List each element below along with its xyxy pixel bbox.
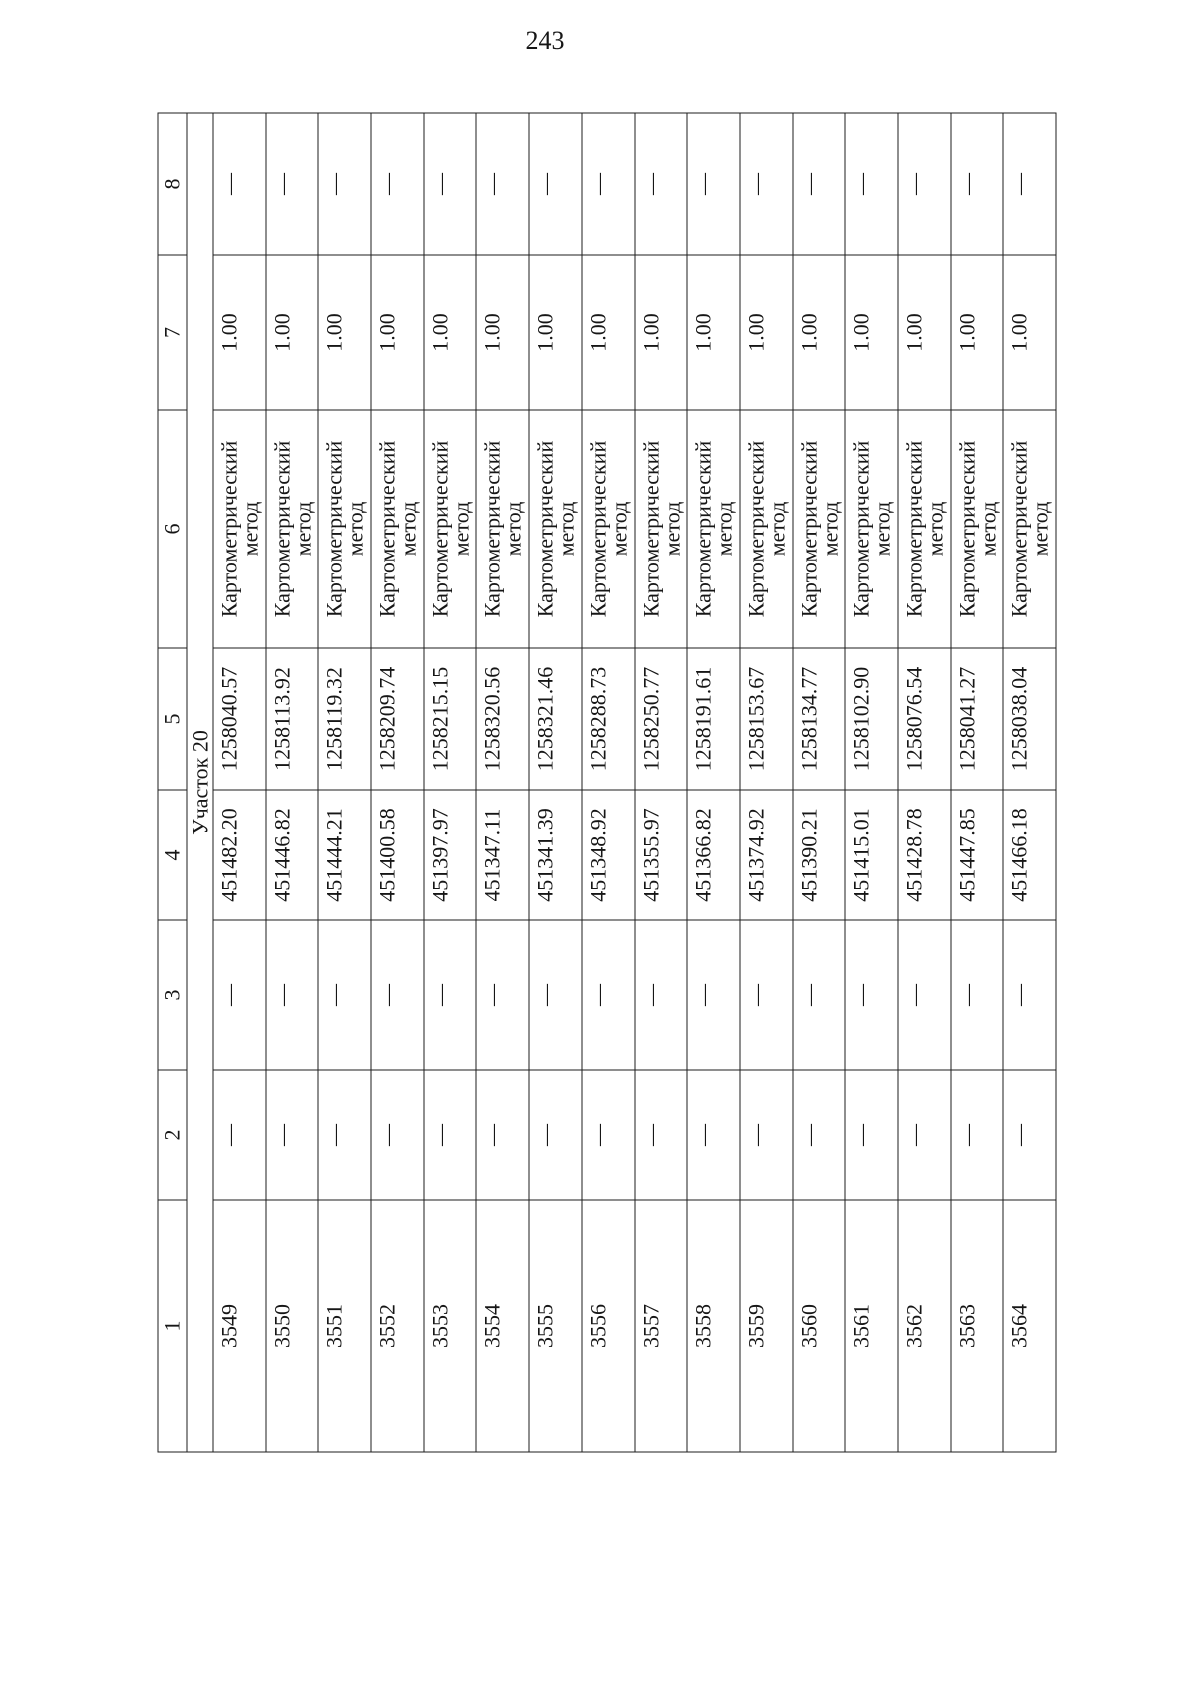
- column-number-2: 2: [158, 1070, 187, 1200]
- col8-dash-cell: —: [476, 113, 529, 255]
- y-coordinate-cell: 1258134.77: [792, 648, 845, 790]
- table-row: [687, 113, 740, 1452]
- col3-dash-cell: —: [529, 920, 582, 1070]
- point-number-cell: 3564: [1003, 1200, 1056, 1452]
- col3-dash-cell: —: [792, 920, 845, 1070]
- col2-dash-cell: —: [581, 1070, 634, 1200]
- table-row: [739, 113, 792, 1452]
- col3-dash-cell: —: [371, 920, 424, 1070]
- method-cell: Картометрический метод: [423, 410, 476, 648]
- x-coordinate-cell: 451397.97: [423, 790, 476, 920]
- y-coordinate-cell: 1258209.74: [371, 648, 424, 790]
- y-coordinate-cell: 1258250.77: [634, 648, 687, 790]
- col7-value-cell: 1.00: [687, 255, 740, 410]
- y-coordinate-cell: 1258113.92: [265, 648, 318, 790]
- point-number-cell: 3558: [687, 1200, 740, 1452]
- col2-dash-cell: —: [897, 1070, 950, 1200]
- col3-dash-cell: —: [687, 920, 740, 1070]
- col3-dash-cell: —: [845, 920, 898, 1070]
- col2-dash-cell: —: [950, 1070, 1003, 1200]
- col7-value-cell: 1.00: [792, 255, 845, 410]
- rotated-table-container: [157, 113, 1055, 1452]
- col3-dash-cell: —: [318, 920, 371, 1070]
- col8-dash-cell: —: [634, 113, 687, 255]
- method-cell: Картометрический метод: [476, 410, 529, 648]
- col8-dash-cell: —: [950, 113, 1003, 255]
- x-coordinate-cell: 451355.97: [634, 790, 687, 920]
- col7-value-cell: 1.00: [476, 255, 529, 410]
- col7-value-cell: 1.00: [318, 255, 371, 410]
- col8-dash-cell: —: [845, 113, 898, 255]
- col8-dash-cell: —: [265, 113, 318, 255]
- x-coordinate-cell: 451374.92: [739, 790, 792, 920]
- y-coordinate-cell: 1258321.46: [529, 648, 582, 790]
- column-number-3: 3: [158, 920, 187, 1070]
- column-number-1: 1: [158, 1200, 187, 1452]
- column-number-5: 5: [158, 648, 187, 790]
- point-number-cell: 3559: [739, 1200, 792, 1452]
- x-coordinate-cell: 451347.11: [476, 790, 529, 920]
- col2-dash-cell: —: [529, 1070, 582, 1200]
- col2-dash-cell: —: [1003, 1070, 1056, 1200]
- col7-value-cell: 1.00: [265, 255, 318, 410]
- y-coordinate-cell: 1258038.04: [1003, 648, 1056, 790]
- method-cell: Картометрический метод: [1003, 410, 1056, 648]
- table-row: [1003, 113, 1056, 1452]
- method-cell: Картометрический метод: [950, 410, 1003, 648]
- x-coordinate-cell: 451400.58: [371, 790, 424, 920]
- point-number-cell: 3553: [423, 1200, 476, 1452]
- col3-dash-cell: —: [897, 920, 950, 1070]
- table-row: [845, 113, 898, 1452]
- column-number-4: 4: [158, 790, 187, 920]
- col3-dash-cell: —: [213, 920, 266, 1070]
- y-coordinate-cell: 1258191.61: [687, 648, 740, 790]
- page-number: 243: [525, 26, 565, 55]
- y-coordinate-cell: 1258119.32: [318, 648, 371, 790]
- col3-dash-cell: —: [476, 920, 529, 1070]
- col2-dash-cell: —: [318, 1070, 371, 1200]
- point-number-cell: 3552: [371, 1200, 424, 1452]
- point-number-cell: 3561: [845, 1200, 898, 1452]
- method-cell: Картометрический метод: [213, 410, 266, 648]
- col2-dash-cell: —: [845, 1070, 898, 1200]
- col8-dash-cell: —: [371, 113, 424, 255]
- table-row: [897, 113, 950, 1452]
- point-number-cell: 3550: [265, 1200, 318, 1452]
- column-number-7: 7: [158, 255, 187, 410]
- col2-dash-cell: —: [792, 1070, 845, 1200]
- col7-value-cell: 1.00: [529, 255, 582, 410]
- col7-value-cell: 1.00: [897, 255, 950, 410]
- col8-dash-cell: —: [792, 113, 845, 255]
- point-number-cell: 3549: [213, 1200, 266, 1452]
- method-cell: Картометрический метод: [739, 410, 792, 648]
- col3-dash-cell: —: [265, 920, 318, 1070]
- table-row: [476, 113, 529, 1452]
- point-number-cell: 3556: [581, 1200, 634, 1452]
- y-coordinate-cell: 1258288.73: [581, 648, 634, 790]
- x-coordinate-cell: 451428.78: [897, 790, 950, 920]
- section-title: Участок 20: [187, 113, 213, 1452]
- col8-dash-cell: —: [1003, 113, 1056, 255]
- method-cell: Картометрический метод: [897, 410, 950, 648]
- y-coordinate-cell: 1258040.57: [213, 648, 266, 790]
- x-coordinate-cell: 451390.21: [792, 790, 845, 920]
- col2-dash-cell: —: [476, 1070, 529, 1200]
- y-coordinate-cell: 1258215.15: [423, 648, 476, 790]
- point-number-cell: 3562: [897, 1200, 950, 1452]
- x-coordinate-cell: 451444.21: [318, 790, 371, 920]
- table-row: [371, 113, 424, 1452]
- x-coordinate-cell: 451348.92: [581, 790, 634, 920]
- x-coordinate-cell: 451341.39: [529, 790, 582, 920]
- x-coordinate-cell: 451466.18: [1003, 790, 1056, 920]
- col8-dash-cell: —: [423, 113, 476, 255]
- col3-dash-cell: —: [581, 920, 634, 1070]
- col3-dash-cell: —: [634, 920, 687, 1070]
- col3-dash-cell: —: [739, 920, 792, 1070]
- col3-dash-cell: —: [950, 920, 1003, 1070]
- col8-dash-cell: —: [529, 113, 582, 255]
- col8-dash-cell: —: [581, 113, 634, 255]
- col7-value-cell: 1.00: [213, 255, 266, 410]
- col8-dash-cell: —: [318, 113, 371, 255]
- method-cell: Картометрический метод: [265, 410, 318, 648]
- col7-value-cell: 1.00: [581, 255, 634, 410]
- col2-dash-cell: —: [634, 1070, 687, 1200]
- col8-dash-cell: —: [687, 113, 740, 255]
- col7-value-cell: 1.00: [845, 255, 898, 410]
- method-cell: Картометрический метод: [845, 410, 898, 648]
- col8-dash-cell: —: [739, 113, 792, 255]
- col2-dash-cell: —: [423, 1070, 476, 1200]
- col7-value-cell: 1.00: [1003, 255, 1056, 410]
- col2-dash-cell: —: [371, 1070, 424, 1200]
- col3-dash-cell: —: [1003, 920, 1056, 1070]
- col3-dash-cell: —: [423, 920, 476, 1070]
- y-coordinate-cell: 1258102.90: [845, 648, 898, 790]
- col8-dash-cell: —: [897, 113, 950, 255]
- x-coordinate-cell: 451446.82: [265, 790, 318, 920]
- table-row: [634, 113, 687, 1452]
- table-row: [792, 113, 845, 1452]
- method-cell: Картометрический метод: [318, 410, 371, 648]
- point-number-cell: 3560: [792, 1200, 845, 1452]
- point-number-cell: 3551: [318, 1200, 371, 1452]
- coordinates-table: [157, 112, 1056, 1452]
- table-body: [158, 113, 1056, 1452]
- y-coordinate-cell: 1258320.56: [476, 648, 529, 790]
- y-coordinate-cell: 1258041.27: [950, 648, 1003, 790]
- column-number-8: 8: [158, 113, 187, 255]
- method-cell: Картометрический метод: [792, 410, 845, 648]
- col7-value-cell: 1.00: [739, 255, 792, 410]
- point-number-cell: 3554: [476, 1200, 529, 1452]
- point-number-cell: 3563: [950, 1200, 1003, 1452]
- x-coordinate-cell: 451482.20: [213, 790, 266, 920]
- col2-dash-cell: —: [739, 1070, 792, 1200]
- point-number-cell: 3555: [529, 1200, 582, 1452]
- y-coordinate-cell: 1258076.54: [897, 648, 950, 790]
- x-coordinate-cell: 451415.01: [845, 790, 898, 920]
- y-coordinate-cell: 1258153.67: [739, 648, 792, 790]
- col7-value-cell: 1.00: [950, 255, 1003, 410]
- table-row: [423, 113, 476, 1452]
- column-number-6: 6: [158, 410, 187, 648]
- table-row: [318, 113, 371, 1452]
- point-number-cell: 3557: [634, 1200, 687, 1452]
- table-row: [950, 113, 1003, 1452]
- method-cell: Картометрический метод: [687, 410, 740, 648]
- x-coordinate-cell: 451447.85: [950, 790, 1003, 920]
- table-row: [265, 113, 318, 1452]
- column-number-row: [158, 113, 187, 1452]
- col2-dash-cell: —: [687, 1070, 740, 1200]
- col7-value-cell: 1.00: [423, 255, 476, 410]
- table-row: [581, 113, 634, 1452]
- table-row: [529, 113, 582, 1452]
- col8-dash-cell: —: [213, 113, 266, 255]
- x-coordinate-cell: 451366.82: [687, 790, 740, 920]
- col2-dash-cell: —: [213, 1070, 266, 1200]
- method-cell: Картометрический метод: [529, 410, 582, 648]
- col7-value-cell: 1.00: [371, 255, 424, 410]
- col7-value-cell: 1.00: [634, 255, 687, 410]
- col2-dash-cell: —: [265, 1070, 318, 1200]
- method-cell: Картометрический метод: [581, 410, 634, 648]
- method-cell: Картометрический метод: [634, 410, 687, 648]
- section-row: [187, 113, 213, 1452]
- method-cell: Картометрический метод: [371, 410, 424, 648]
- table-row: [213, 113, 266, 1452]
